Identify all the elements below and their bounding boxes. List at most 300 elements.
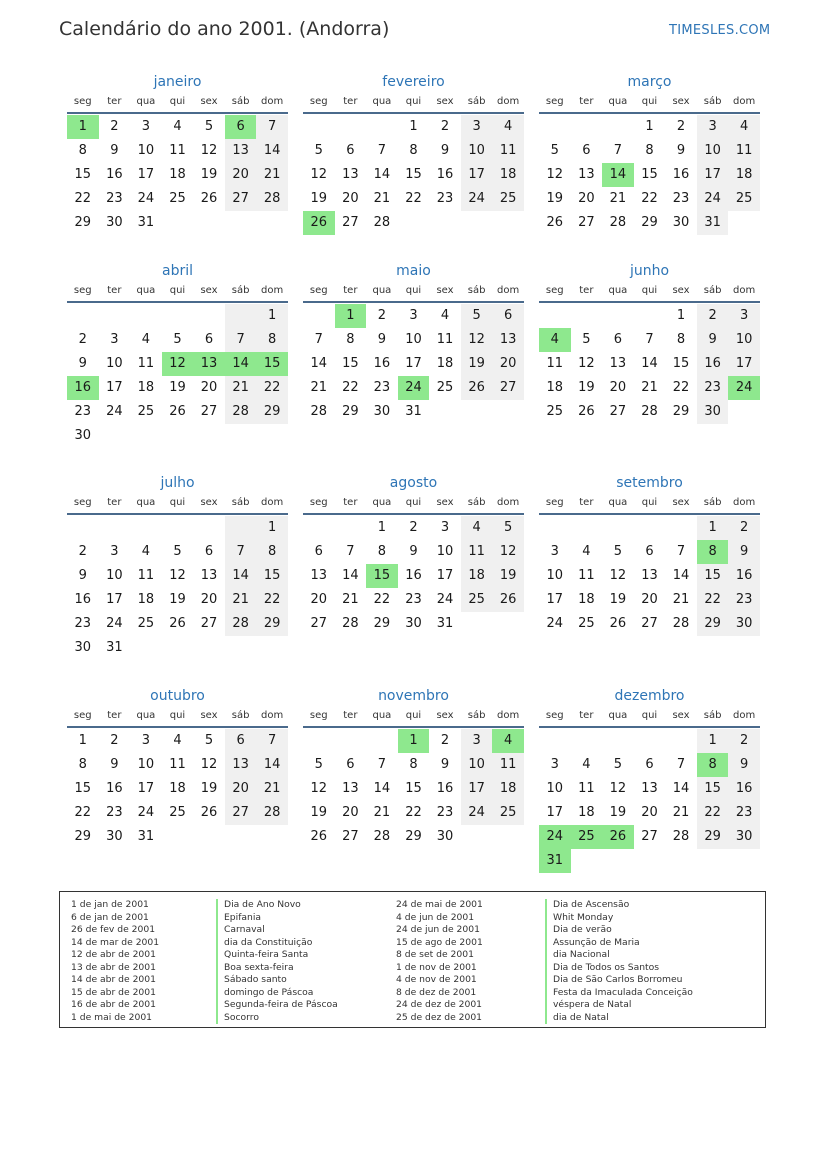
- day-cell[interactable]: 5: [613, 757, 623, 772]
- day-cell[interactable]: 24: [137, 805, 155, 820]
- day-cell[interactable]: 26: [310, 829, 328, 844]
- day-cell[interactable]: 27: [310, 616, 328, 631]
- day-cell[interactable]: 21: [225, 588, 257, 612]
- day-cell[interactable]: 27: [200, 616, 218, 631]
- day-cell[interactable]: 25: [137, 404, 155, 419]
- day-cell[interactable]: 10: [728, 328, 760, 352]
- day-cell[interactable]: 29: [74, 829, 92, 844]
- day-cell[interactable]: 12: [546, 167, 564, 182]
- day-cell[interactable]: 12: [169, 568, 186, 583]
- day-cell[interactable]: 24: [137, 191, 155, 206]
- day-cell[interactable]: 9: [110, 143, 119, 158]
- day-cell[interactable]: 7: [676, 544, 686, 559]
- day-cell[interactable]: 27: [225, 187, 257, 211]
- day-cell[interactable]: 29: [256, 400, 288, 424]
- day-cell[interactable]: 13: [609, 356, 627, 371]
- day-cell[interactable]: 14: [225, 564, 257, 588]
- day-cell[interactable]: 17: [137, 781, 155, 796]
- day-cell[interactable]: 26: [200, 805, 218, 820]
- day-cell[interactable]: 18: [578, 805, 595, 820]
- day-cell[interactable]: 16: [728, 777, 760, 801]
- day-cell[interactable]: 7: [377, 757, 387, 772]
- day-cell[interactable]: 8: [645, 143, 654, 158]
- day-cell[interactable]: 29: [256, 612, 288, 636]
- holiday-day-cell[interactable]: 6: [225, 115, 257, 139]
- holiday-day-cell[interactable]: 26: [303, 211, 335, 235]
- day-cell[interactable]: 18: [137, 592, 155, 607]
- day-cell[interactable]: 5: [613, 544, 623, 559]
- day-cell[interactable]: 26: [461, 376, 493, 400]
- holiday-day-cell[interactable]: 15: [366, 564, 398, 588]
- day-cell[interactable]: 7: [613, 143, 623, 158]
- day-cell[interactable]: 11: [728, 139, 760, 163]
- day-cell[interactable]: 30: [106, 215, 123, 230]
- day-cell[interactable]: 13: [578, 167, 595, 182]
- day-cell[interactable]: 28: [225, 612, 257, 636]
- day-cell[interactable]: 27: [225, 801, 257, 825]
- day-cell[interactable]: 13: [641, 568, 658, 583]
- day-cell[interactable]: 27: [342, 829, 359, 844]
- day-cell[interactable]: 26: [546, 215, 564, 230]
- day-cell[interactable]: 4: [173, 119, 182, 134]
- day-cell[interactable]: 19: [492, 564, 524, 588]
- day-cell[interactable]: 21: [672, 805, 690, 820]
- day-cell[interactable]: 9: [440, 757, 450, 772]
- day-cell[interactable]: 15: [74, 781, 92, 796]
- holiday-day-cell[interactable]: 8: [697, 753, 729, 777]
- day-cell[interactable]: 16: [74, 592, 92, 607]
- day-cell[interactable]: 15: [405, 781, 422, 796]
- day-cell[interactable]: 28: [342, 616, 359, 631]
- day-cell[interactable]: 11: [546, 356, 564, 371]
- day-cell[interactable]: 27: [641, 616, 658, 631]
- day-cell[interactable]: 6: [314, 544, 323, 559]
- day-cell[interactable]: 14: [641, 356, 658, 371]
- day-cell[interactable]: 22: [697, 801, 729, 825]
- day-cell[interactable]: 10: [546, 781, 564, 796]
- day-cell[interactable]: 16: [373, 356, 391, 371]
- day-cell[interactable]: 21: [373, 805, 391, 820]
- day-cell[interactable]: 28: [672, 616, 690, 631]
- day-cell[interactable]: 12: [492, 540, 524, 564]
- day-cell[interactable]: 28: [373, 829, 391, 844]
- day-cell[interactable]: 13: [225, 753, 257, 777]
- day-cell[interactable]: 6: [204, 332, 214, 347]
- day-cell[interactable]: 11: [578, 568, 595, 583]
- holiday-day-cell[interactable]: 24: [728, 376, 760, 400]
- day-cell[interactable]: 7: [346, 544, 355, 559]
- day-cell[interactable]: 23: [74, 616, 92, 631]
- holiday-day-cell[interactable]: 14: [602, 163, 634, 187]
- holiday-day-cell[interactable]: 26: [602, 825, 634, 849]
- day-cell[interactable]: 6: [346, 143, 355, 158]
- day-cell[interactable]: 21: [225, 376, 257, 400]
- day-cell[interactable]: 13: [342, 781, 359, 796]
- day-cell[interactable]: 29: [74, 215, 92, 230]
- day-cell[interactable]: 5: [461, 304, 493, 328]
- day-cell[interactable]: 23: [74, 404, 92, 419]
- day-cell[interactable]: 21: [342, 592, 359, 607]
- day-cell[interactable]: 31: [137, 829, 155, 844]
- day-cell[interactable]: 31: [436, 616, 454, 631]
- day-cell[interactable]: 21: [256, 163, 288, 187]
- day-cell[interactable]: 10: [137, 143, 155, 158]
- day-cell[interactable]: 22: [405, 805, 422, 820]
- day-cell[interactable]: 8: [78, 757, 87, 772]
- day-cell[interactable]: 16: [436, 781, 454, 796]
- day-cell[interactable]: 7: [256, 115, 288, 139]
- holiday-day-cell[interactable]: 31: [539, 849, 571, 873]
- day-cell[interactable]: 7: [225, 540, 257, 564]
- day-cell[interactable]: 5: [204, 733, 214, 748]
- day-cell[interactable]: 4: [728, 115, 760, 139]
- day-cell[interactable]: 30: [106, 829, 123, 844]
- day-cell[interactable]: 25: [169, 191, 186, 206]
- day-cell[interactable]: 4: [492, 115, 524, 139]
- day-cell[interactable]: 31: [697, 211, 729, 235]
- day-cell[interactable]: 3: [461, 729, 493, 753]
- day-cell[interactable]: 3: [141, 733, 151, 748]
- day-cell[interactable]: 22: [672, 380, 690, 395]
- day-cell[interactable]: 17: [461, 777, 493, 801]
- day-cell[interactable]: 2: [110, 733, 119, 748]
- day-cell[interactable]: 5: [492, 516, 524, 540]
- day-cell[interactable]: 16: [106, 167, 123, 182]
- holiday-day-cell[interactable]: 8: [697, 540, 729, 564]
- day-cell[interactable]: 14: [672, 568, 690, 583]
- day-cell[interactable]: 12: [578, 356, 595, 371]
- day-cell[interactable]: 18: [169, 781, 186, 796]
- day-cell[interactable]: 13: [200, 568, 218, 583]
- day-cell[interactable]: 26: [578, 404, 595, 419]
- day-cell[interactable]: 12: [200, 143, 218, 158]
- day-cell[interactable]: 10: [137, 757, 155, 772]
- day-cell[interactable]: 29: [697, 825, 729, 849]
- day-cell[interactable]: 24: [106, 616, 123, 631]
- brand-link[interactable]: TIMESLES.COM: [669, 23, 771, 38]
- day-cell[interactable]: 5: [173, 544, 182, 559]
- day-cell[interactable]: 17: [137, 167, 155, 182]
- day-cell[interactable]: 7: [645, 332, 654, 347]
- day-cell[interactable]: 11: [578, 781, 595, 796]
- day-cell[interactable]: 1: [409, 119, 418, 134]
- day-cell[interactable]: 25: [461, 588, 493, 612]
- day-cell[interactable]: 2: [728, 729, 760, 753]
- holiday-day-cell[interactable]: 1: [67, 115, 99, 139]
- day-cell[interactable]: 1: [256, 516, 288, 540]
- day-cell[interactable]: 20: [641, 592, 658, 607]
- day-cell[interactable]: 10: [461, 139, 493, 163]
- day-cell[interactable]: 4: [141, 544, 151, 559]
- day-cell[interactable]: 3: [697, 115, 729, 139]
- day-cell[interactable]: 15: [342, 356, 359, 371]
- day-cell[interactable]: 13: [492, 328, 524, 352]
- day-cell[interactable]: 17: [436, 568, 454, 583]
- holiday-day-cell[interactable]: 1: [398, 729, 430, 753]
- holiday-day-cell[interactable]: 14: [225, 352, 257, 376]
- day-cell[interactable]: 18: [436, 356, 454, 371]
- day-cell[interactable]: 28: [373, 215, 391, 230]
- day-cell[interactable]: 1: [676, 308, 686, 323]
- day-cell[interactable]: 9: [728, 540, 760, 564]
- day-cell[interactable]: 19: [169, 592, 186, 607]
- day-cell[interactable]: 27: [342, 215, 359, 230]
- holiday-day-cell[interactable]: 16: [67, 376, 99, 400]
- day-cell[interactable]: 25: [169, 805, 186, 820]
- day-cell[interactable]: 24: [461, 187, 493, 211]
- day-cell[interactable]: 5: [314, 757, 323, 772]
- day-cell[interactable]: 15: [256, 564, 288, 588]
- day-cell[interactable]: 8: [409, 757, 418, 772]
- day-cell[interactable]: 27: [200, 404, 218, 419]
- day-cell[interactable]: 18: [137, 380, 155, 395]
- day-cell[interactable]: 9: [440, 143, 450, 158]
- day-cell[interactable]: 18: [578, 592, 595, 607]
- day-cell[interactable]: 23: [672, 191, 690, 206]
- day-cell[interactable]: 20: [200, 592, 218, 607]
- day-cell[interactable]: 25: [492, 187, 524, 211]
- day-cell[interactable]: 24: [106, 404, 123, 419]
- day-cell[interactable]: 23: [436, 191, 454, 206]
- day-cell[interactable]: 8: [409, 143, 418, 158]
- day-cell[interactable]: 1: [697, 516, 729, 540]
- day-cell[interactable]: 20: [342, 805, 359, 820]
- day-cell[interactable]: 23: [405, 592, 422, 607]
- day-cell[interactable]: 12: [461, 328, 493, 352]
- holiday-day-cell[interactable]: 15: [256, 352, 288, 376]
- day-cell[interactable]: 28: [641, 404, 658, 419]
- day-cell[interactable]: 3: [550, 544, 559, 559]
- day-cell[interactable]: 25: [436, 380, 454, 395]
- day-cell[interactable]: 19: [200, 167, 218, 182]
- day-cell[interactable]: 30: [436, 829, 454, 844]
- day-cell[interactable]: 19: [546, 191, 564, 206]
- day-cell[interactable]: 4: [141, 332, 151, 347]
- day-cell[interactable]: 6: [645, 544, 654, 559]
- day-cell[interactable]: 24: [697, 187, 729, 211]
- day-cell[interactable]: 11: [436, 332, 454, 347]
- day-cell[interactable]: 20: [225, 163, 257, 187]
- day-cell[interactable]: 8: [377, 544, 387, 559]
- day-cell[interactable]: 19: [200, 781, 218, 796]
- day-cell[interactable]: 22: [74, 191, 92, 206]
- day-cell[interactable]: 10: [106, 356, 123, 371]
- day-cell[interactable]: 22: [256, 376, 288, 400]
- day-cell[interactable]: 29: [672, 404, 690, 419]
- day-cell[interactable]: 13: [225, 139, 257, 163]
- day-cell[interactable]: 24: [546, 616, 564, 631]
- day-cell[interactable]: 22: [342, 380, 359, 395]
- day-cell[interactable]: 25: [492, 801, 524, 825]
- day-cell[interactable]: 8: [676, 332, 686, 347]
- day-cell[interactable]: 20: [200, 380, 218, 395]
- holiday-day-cell[interactable]: 24: [398, 376, 430, 400]
- day-cell[interactable]: 22: [405, 191, 422, 206]
- day-cell[interactable]: 14: [256, 139, 288, 163]
- day-cell[interactable]: 21: [256, 777, 288, 801]
- day-cell[interactable]: 19: [461, 352, 493, 376]
- day-cell[interactable]: 3: [110, 544, 119, 559]
- holiday-day-cell[interactable]: 1: [335, 304, 367, 328]
- day-cell[interactable]: 18: [546, 380, 564, 395]
- day-cell[interactable]: 20: [225, 777, 257, 801]
- day-cell[interactable]: 2: [377, 308, 387, 323]
- day-cell[interactable]: 2: [409, 520, 418, 535]
- day-cell[interactable]: 15: [672, 356, 690, 371]
- day-cell[interactable]: 22: [373, 592, 391, 607]
- day-cell[interactable]: 6: [204, 544, 214, 559]
- day-cell[interactable]: 17: [728, 352, 760, 376]
- day-cell[interactable]: 25: [137, 616, 155, 631]
- day-cell[interactable]: 6: [582, 143, 591, 158]
- day-cell[interactable]: 14: [256, 753, 288, 777]
- day-cell[interactable]: 21: [641, 380, 658, 395]
- day-cell[interactable]: 29: [697, 612, 729, 636]
- holiday-day-cell[interactable]: 13: [193, 352, 225, 376]
- day-cell[interactable]: 26: [200, 191, 218, 206]
- day-cell[interactable]: 12: [609, 781, 627, 796]
- day-cell[interactable]: 1: [377, 520, 387, 535]
- day-cell[interactable]: 5: [550, 143, 559, 158]
- day-cell[interactable]: 18: [461, 564, 493, 588]
- day-cell[interactable]: 16: [728, 564, 760, 588]
- day-cell[interactable]: 28: [310, 404, 328, 419]
- day-cell[interactable]: 16: [672, 167, 690, 182]
- holiday-day-cell[interactable]: 24: [539, 825, 571, 849]
- day-cell[interactable]: 30: [74, 428, 92, 443]
- day-cell[interactable]: 19: [609, 592, 627, 607]
- day-cell[interactable]: 2: [78, 544, 87, 559]
- day-cell[interactable]: 14: [672, 781, 690, 796]
- day-cell[interactable]: 3: [461, 115, 493, 139]
- day-cell[interactable]: 14: [373, 781, 391, 796]
- day-cell[interactable]: 17: [106, 380, 123, 395]
- day-cell[interactable]: 2: [440, 119, 450, 134]
- day-cell[interactable]: 8: [256, 540, 288, 564]
- day-cell[interactable]: 22: [256, 588, 288, 612]
- day-cell[interactable]: 18: [169, 167, 186, 182]
- day-cell[interactable]: 23: [106, 805, 123, 820]
- day-cell[interactable]: 14: [310, 356, 328, 371]
- day-cell[interactable]: 8: [78, 143, 87, 158]
- day-cell[interactable]: 17: [461, 163, 493, 187]
- day-cell[interactable]: 17: [106, 592, 123, 607]
- day-cell[interactable]: 18: [492, 777, 524, 801]
- day-cell[interactable]: 12: [310, 781, 328, 796]
- day-cell[interactable]: 27: [641, 829, 658, 844]
- day-cell[interactable]: 12: [310, 167, 328, 182]
- day-cell[interactable]: 18: [492, 163, 524, 187]
- day-cell[interactable]: 6: [492, 304, 524, 328]
- day-cell[interactable]: 20: [641, 805, 658, 820]
- day-cell[interactable]: 10: [405, 332, 422, 347]
- day-cell[interactable]: 7: [256, 729, 288, 753]
- day-cell[interactable]: 2: [78, 332, 87, 347]
- day-cell[interactable]: 2: [440, 733, 450, 748]
- day-cell[interactable]: 9: [377, 332, 387, 347]
- day-cell[interactable]: 27: [609, 404, 627, 419]
- holiday-day-cell[interactable]: 4: [539, 328, 571, 352]
- day-cell[interactable]: 30: [672, 215, 690, 230]
- day-cell[interactable]: 19: [609, 805, 627, 820]
- day-cell[interactable]: 27: [492, 376, 524, 400]
- day-cell[interactable]: 29: [641, 215, 658, 230]
- day-cell[interactable]: 29: [342, 404, 359, 419]
- day-cell[interactable]: 3: [110, 332, 119, 347]
- day-cell[interactable]: 20: [310, 592, 328, 607]
- day-cell[interactable]: 9: [676, 143, 686, 158]
- day-cell[interactable]: 26: [492, 588, 524, 612]
- day-cell[interactable]: 29: [405, 829, 422, 844]
- day-cell[interactable]: 4: [173, 733, 182, 748]
- day-cell[interactable]: 10: [461, 753, 493, 777]
- day-cell[interactable]: 14: [373, 167, 391, 182]
- day-cell[interactable]: 28: [256, 801, 288, 825]
- day-cell[interactable]: 3: [141, 119, 151, 134]
- day-cell[interactable]: 30: [373, 404, 391, 419]
- day-cell[interactable]: 21: [310, 380, 328, 395]
- day-cell[interactable]: 9: [409, 544, 418, 559]
- day-cell[interactable]: 24: [461, 801, 493, 825]
- day-cell[interactable]: 4: [461, 516, 493, 540]
- day-cell[interactable]: 20: [609, 380, 627, 395]
- day-cell[interactable]: 23: [373, 380, 391, 395]
- day-cell[interactable]: 26: [169, 404, 186, 419]
- day-cell[interactable]: 17: [546, 592, 564, 607]
- day-cell[interactable]: 15: [697, 564, 729, 588]
- day-cell[interactable]: 17: [546, 805, 564, 820]
- day-cell[interactable]: 13: [342, 167, 359, 182]
- day-cell[interactable]: 30: [74, 640, 92, 655]
- day-cell[interactable]: 7: [314, 332, 323, 347]
- day-cell[interactable]: 1: [78, 733, 87, 748]
- day-cell[interactable]: 5: [314, 143, 323, 158]
- day-cell[interactable]: 15: [405, 167, 422, 182]
- day-cell[interactable]: 26: [169, 616, 186, 631]
- day-cell[interactable]: 7: [377, 143, 387, 158]
- day-cell[interactable]: 1: [697, 729, 729, 753]
- day-cell[interactable]: 2: [697, 304, 729, 328]
- day-cell[interactable]: 19: [578, 380, 595, 395]
- day-cell[interactable]: 6: [645, 757, 654, 772]
- day-cell[interactable]: 15: [641, 167, 658, 182]
- day-cell[interactable]: 2: [676, 119, 686, 134]
- day-cell[interactable]: 30: [405, 616, 422, 631]
- day-cell[interactable]: 1: [256, 304, 288, 328]
- day-cell[interactable]: 25: [728, 187, 760, 211]
- day-cell[interactable]: 15: [74, 167, 92, 182]
- day-cell[interactable]: 28: [225, 400, 257, 424]
- holiday-day-cell[interactable]: 4: [492, 729, 524, 753]
- day-cell[interactable]: 15: [697, 777, 729, 801]
- day-cell[interactable]: 17: [405, 356, 422, 371]
- day-cell[interactable]: 9: [697, 328, 729, 352]
- holiday-day-cell[interactable]: 12: [162, 352, 194, 376]
- day-cell[interactable]: 4: [582, 544, 591, 559]
- day-cell[interactable]: 11: [137, 356, 155, 371]
- day-cell[interactable]: 22: [641, 191, 658, 206]
- day-cell[interactable]: 14: [342, 568, 359, 583]
- holiday-day-cell[interactable]: 25: [571, 825, 603, 849]
- day-cell[interactable]: 5: [173, 332, 182, 347]
- day-cell[interactable]: 19: [310, 191, 328, 206]
- day-cell[interactable]: 23: [436, 805, 454, 820]
- day-cell[interactable]: 10: [106, 568, 123, 583]
- day-cell[interactable]: 11: [492, 753, 524, 777]
- day-cell[interactable]: 8: [256, 328, 288, 352]
- day-cell[interactable]: 29: [373, 616, 391, 631]
- day-cell[interactable]: 11: [169, 143, 186, 158]
